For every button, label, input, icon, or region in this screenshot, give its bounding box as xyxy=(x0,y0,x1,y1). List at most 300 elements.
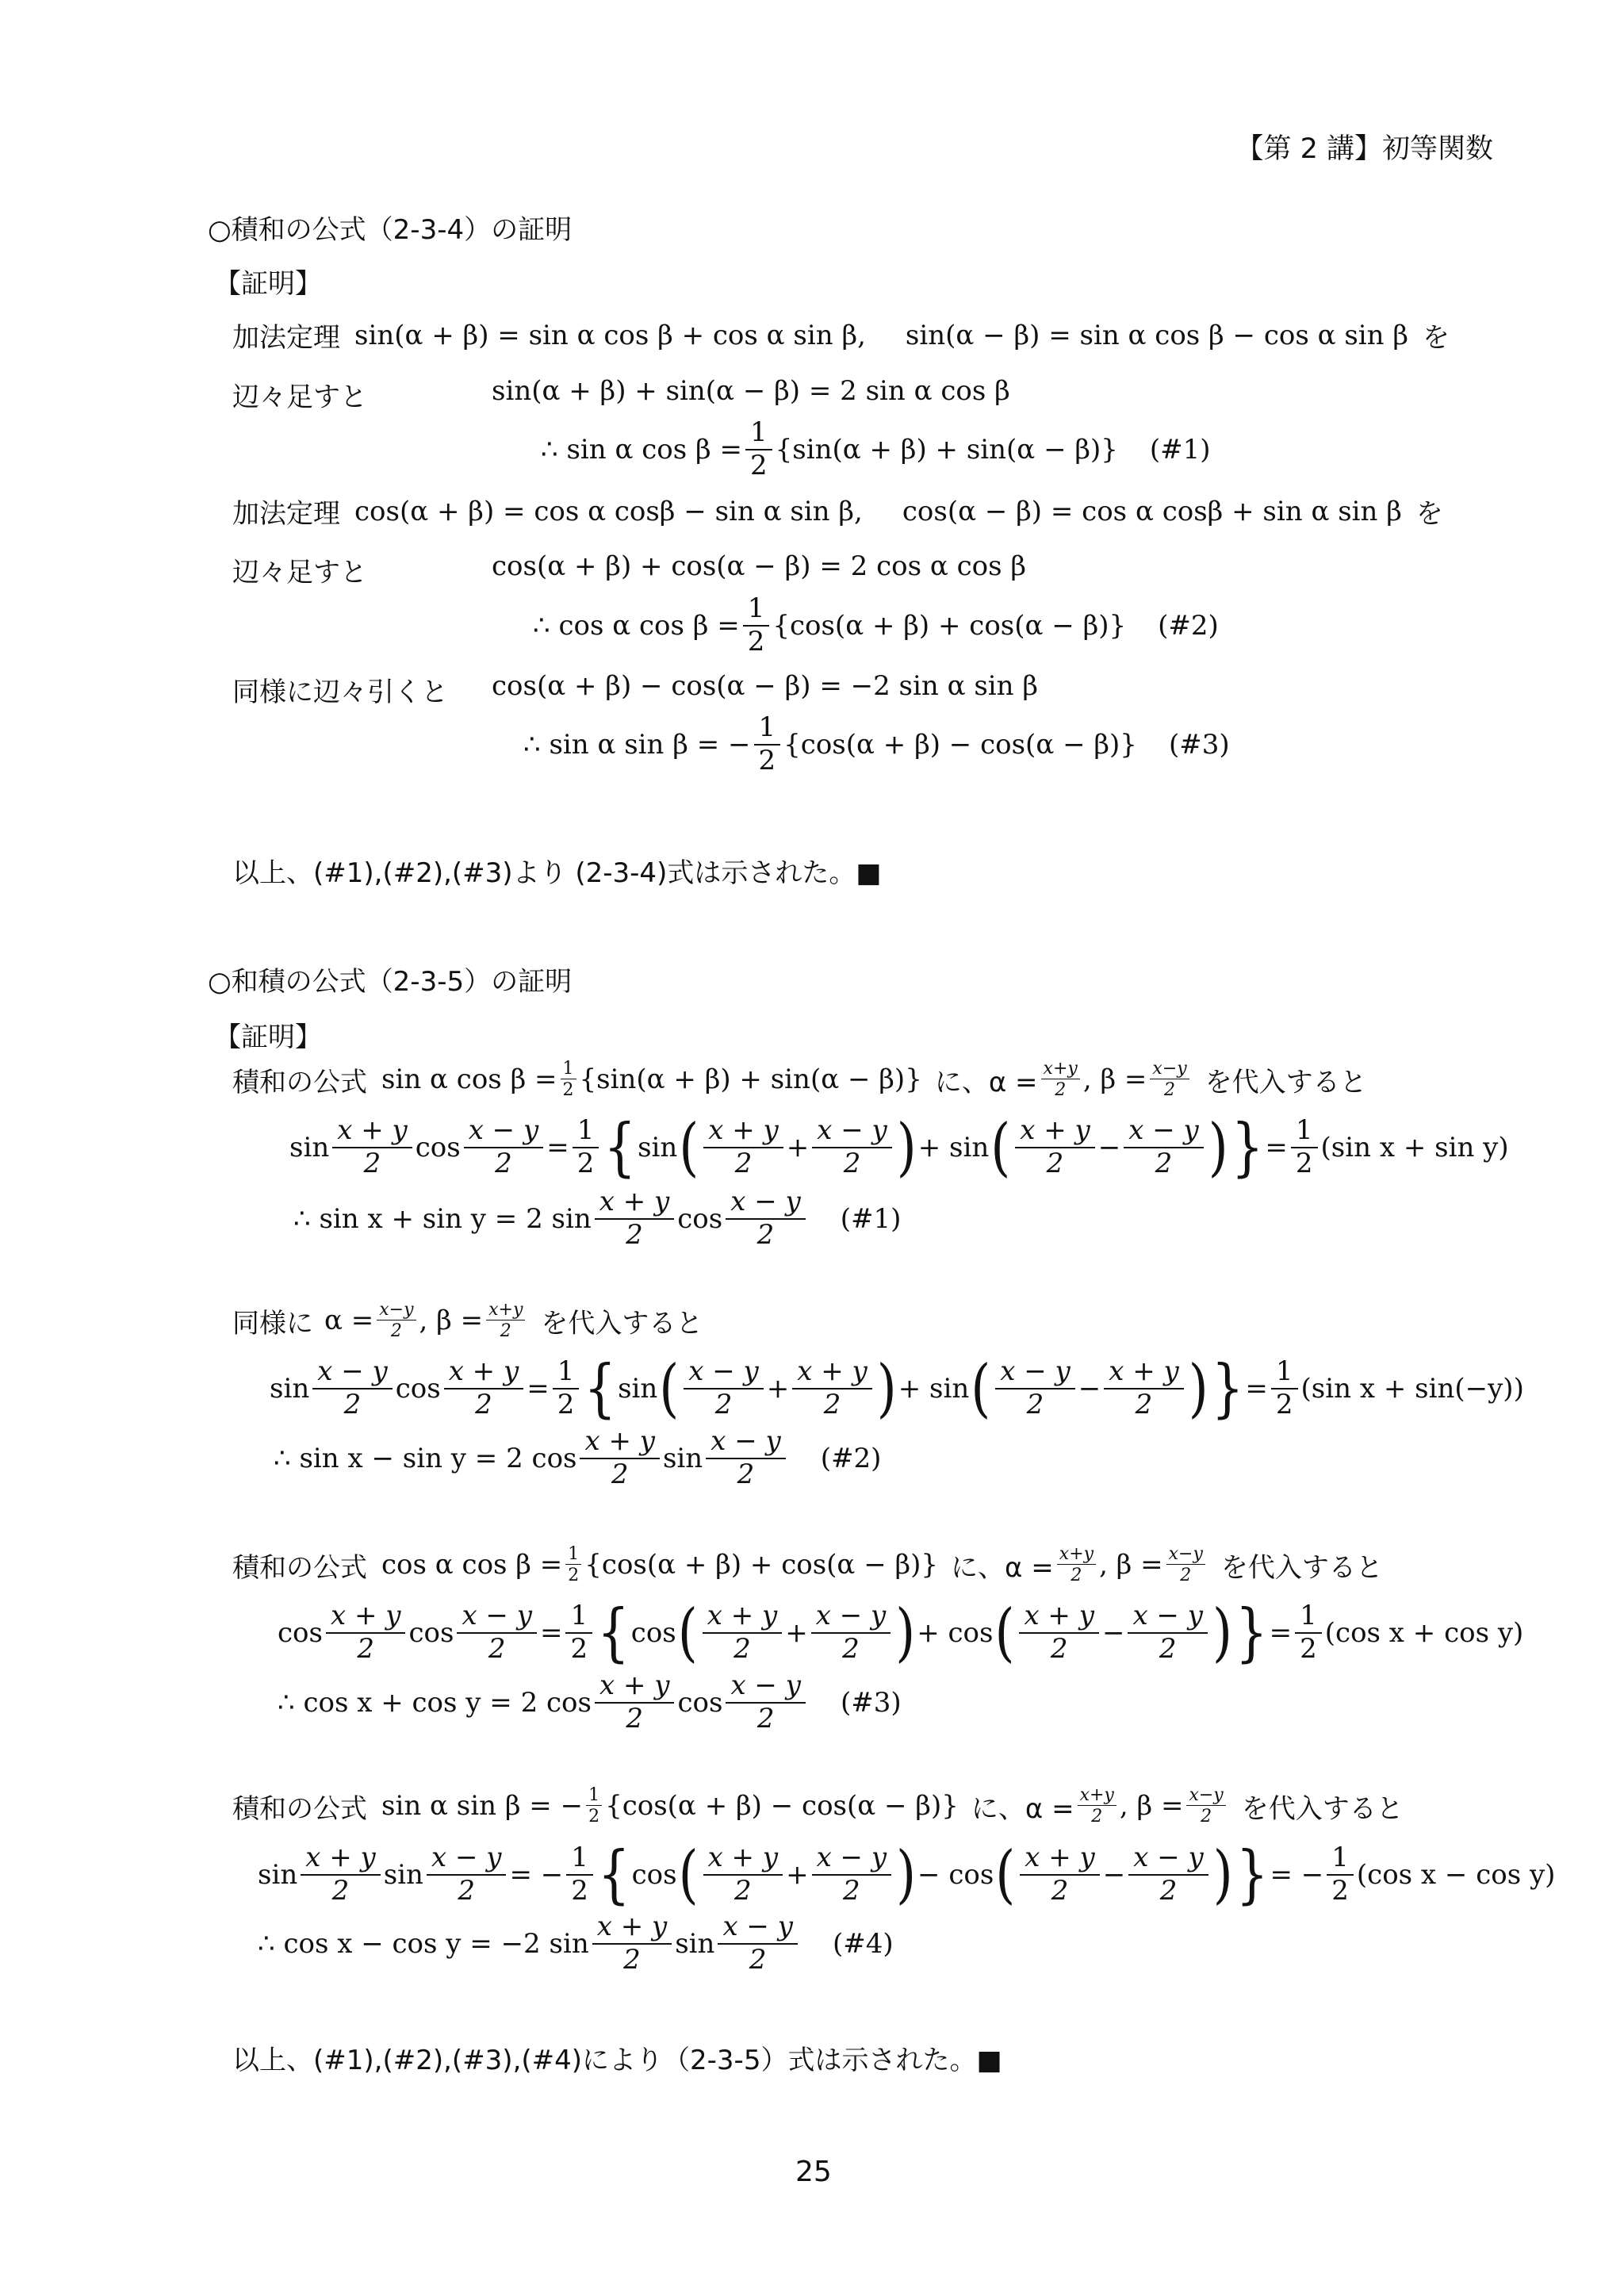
b1-subst-pre: に、α = xyxy=(934,1066,1038,1098)
fraction xyxy=(1019,1602,1099,1663)
bracket: } xyxy=(1231,1110,1264,1184)
math-token: 2 xyxy=(576,1147,595,1179)
math-token: x + y xyxy=(1015,1117,1095,1148)
math-token: 2 xyxy=(626,1218,643,1251)
s1-line6-rhs: {cos(α + β) + cos(α − β)} xyxy=(772,609,1127,642)
fraction xyxy=(486,1301,525,1340)
fraction xyxy=(444,1355,524,1420)
b2-label: 同様に xyxy=(232,1307,313,1340)
fraction xyxy=(565,1545,581,1585)
math-token: x + y xyxy=(1019,1602,1099,1634)
fraction xyxy=(592,1913,672,1974)
bracket: ) xyxy=(896,1838,917,1911)
math-token: 2 xyxy=(588,1807,600,1827)
fraction xyxy=(301,1844,381,1905)
bracket: } xyxy=(1235,1596,1268,1669)
page-number: 25 xyxy=(795,2156,832,2188)
math-token: sin xyxy=(270,1372,310,1405)
b3-result xyxy=(278,1669,902,1734)
math-token: 2 xyxy=(737,1458,755,1490)
math-token: x + y xyxy=(595,1672,675,1704)
math-token: 2 xyxy=(756,1702,775,1734)
fraction xyxy=(326,1602,406,1663)
math-token: , β = xyxy=(419,1305,484,1337)
math-token: 2 xyxy=(1180,1566,1192,1586)
fraction xyxy=(427,1844,507,1905)
math-token: {cos(α + β) − cos(α − β)} xyxy=(605,1790,959,1823)
math-token: x + y xyxy=(703,1602,783,1634)
bracket: ( xyxy=(971,1351,991,1425)
math-token: α = xyxy=(324,1305,374,1337)
s1-line6-half xyxy=(743,592,770,657)
s1-line2-label: 辺々足すと xyxy=(232,381,367,413)
math-token: ∴ cos x − cos y = −2 sin xyxy=(258,1927,589,1960)
math-token: cos xyxy=(630,1616,676,1649)
math-token: sin xyxy=(383,1858,423,1891)
s1-line7-label: 同様に辺々引くと xyxy=(232,677,448,708)
fraction xyxy=(595,1669,675,1734)
math-token: x + y xyxy=(595,1188,675,1220)
s1-line1-label: 加法定理 xyxy=(232,322,340,354)
math-token: = xyxy=(539,1616,563,1649)
s1-line1-eq-a: sin(α + β) = sin α cos β + cos α sin β, xyxy=(354,319,866,351)
math-token: + xyxy=(785,1616,808,1649)
s1-line2-eq: sin(α + β) + sin(α − β) = 2 sin α cos β xyxy=(492,375,1010,407)
math-token: x − y xyxy=(427,1844,507,1876)
math-token: x − y xyxy=(812,1844,892,1876)
math-token: x+y xyxy=(486,1301,525,1320)
math-token: x + y xyxy=(326,1602,406,1634)
fraction xyxy=(1128,1844,1208,1905)
bracket: ( xyxy=(678,1838,699,1911)
fraction xyxy=(1104,1355,1184,1420)
math-token: 1 xyxy=(1295,1602,1322,1634)
math-token: {cos(α + β) + cos(α − β)} xyxy=(584,1549,939,1581)
math-token: (sin x + sin y) xyxy=(1320,1131,1509,1163)
fraction xyxy=(586,1786,602,1826)
math-token: (#2) xyxy=(820,1442,882,1474)
section1-conclusion: 以上、(#1),(#2),(#3)より (2-3-4)式は示された。■ xyxy=(232,857,882,889)
math-token: x−y xyxy=(1150,1060,1189,1079)
math-token: 2 xyxy=(842,1874,860,1907)
math-token: 2 xyxy=(568,1566,580,1586)
math-token: 1 xyxy=(553,1358,580,1389)
bracket: { xyxy=(597,1838,630,1911)
math-token: x−y xyxy=(377,1301,416,1320)
math-token: x + y xyxy=(592,1913,672,1945)
math-token: 2 xyxy=(1159,1632,1177,1665)
math-token: 2 xyxy=(571,1874,588,1907)
fraction xyxy=(703,1844,783,1905)
b1-main-eq xyxy=(289,1110,1509,1184)
math-token: (cos x − cos y) xyxy=(1356,1858,1556,1891)
math-token: 2 xyxy=(1091,1807,1103,1827)
math-token: 2 xyxy=(758,744,776,776)
bracket: ) xyxy=(895,1596,916,1669)
fraction xyxy=(812,1114,892,1179)
math-token: x − y xyxy=(995,1358,1075,1389)
math-token: 2 xyxy=(570,1632,588,1665)
math-token: , β = xyxy=(1119,1790,1184,1823)
s1-line4-eq-b: cos(α − β) = cos α cosβ + sin α sin β xyxy=(902,495,1402,527)
s1-line3 xyxy=(541,416,1211,481)
math-token: − xyxy=(1078,1372,1101,1405)
s1-line6-tag: (#2) xyxy=(1158,609,1219,642)
math-token: − xyxy=(1102,1858,1126,1891)
s1-line8-half xyxy=(754,711,781,776)
fraction xyxy=(1327,1844,1354,1905)
math-token: 2 xyxy=(1135,1388,1153,1420)
math-token: 1 xyxy=(566,1844,593,1876)
math-token: 2 xyxy=(390,1321,402,1342)
b3-label: 積和の公式 xyxy=(232,1551,367,1584)
math-token: 2 xyxy=(733,1874,752,1907)
fraction xyxy=(377,1301,416,1340)
fraction xyxy=(1020,1844,1100,1905)
math-token: x + y xyxy=(703,1844,783,1876)
math-token: cos xyxy=(395,1372,441,1405)
math-token: 2 xyxy=(1046,1147,1064,1179)
math-token: cos xyxy=(278,1616,323,1649)
math-token: + cos xyxy=(917,1616,994,1649)
math-token: 2 xyxy=(1331,1874,1349,1907)
math-token: x−y xyxy=(1186,1786,1225,1806)
math-token: 1 xyxy=(565,1602,592,1634)
math-token: 2 xyxy=(1026,1388,1044,1420)
math-token: 2 xyxy=(488,1632,506,1665)
math-token: 2 xyxy=(1300,1632,1317,1665)
math-token: = xyxy=(1265,1131,1288,1163)
math-token: x−y xyxy=(1166,1545,1205,1565)
math-token: sin xyxy=(662,1442,703,1474)
bracket: ( xyxy=(990,1110,1011,1184)
math-token: = xyxy=(1269,1616,1293,1649)
math-token: 2 xyxy=(331,1874,350,1907)
fraction xyxy=(706,1425,786,1490)
math-token: 2 xyxy=(1164,1080,1176,1101)
fraction xyxy=(812,1844,892,1905)
math-token: x + y xyxy=(703,1117,783,1148)
math-token: x − y xyxy=(811,1602,891,1634)
math-token: x − y xyxy=(1128,1602,1208,1634)
math-token: x+y xyxy=(1041,1060,1080,1079)
math-token: sin α sin β = − xyxy=(381,1790,584,1823)
math-token: + sin xyxy=(917,1131,990,1163)
s1-line3-lhs: ∴ sin α cos β = xyxy=(541,433,742,466)
math-token: 2 xyxy=(1051,1874,1069,1907)
math-token: 1 xyxy=(573,1117,599,1148)
s1-line8-tag: (#3) xyxy=(1168,728,1230,761)
math-token: + xyxy=(786,1858,809,1891)
section1-heading: ○積和の公式（2-3-4）の証明 xyxy=(208,214,573,246)
math-token: sin xyxy=(289,1131,330,1163)
bracket: { xyxy=(597,1596,630,1669)
math-token: x + y xyxy=(332,1117,412,1148)
math-token: を代入すると xyxy=(1241,1792,1404,1825)
math-token: x+y xyxy=(1078,1786,1116,1806)
math-token: (#4) xyxy=(832,1927,894,1960)
section2-heading: ○和積の公式（2-3-5）の証明 xyxy=(208,966,573,998)
math-token: x − y xyxy=(312,1358,393,1389)
fraction xyxy=(580,1425,660,1490)
math-token: x − y xyxy=(726,1188,806,1220)
fraction xyxy=(703,1114,783,1179)
fraction xyxy=(457,1602,537,1663)
math-token: 2 xyxy=(623,1943,641,1976)
bracket: } xyxy=(1211,1351,1244,1425)
math-token: − xyxy=(1101,1616,1125,1649)
math-token: 2 xyxy=(1295,1147,1313,1179)
math-token: 2 xyxy=(1201,1807,1212,1827)
bracket: } xyxy=(1235,1838,1269,1911)
s1-line8-lhs: ∴ sin α sin β = − xyxy=(523,728,751,761)
fraction xyxy=(332,1114,412,1179)
bracket: ) xyxy=(1212,1596,1232,1669)
math-token: ∴ sin x − sin y = 2 cos xyxy=(274,1442,577,1474)
fraction xyxy=(1166,1545,1205,1585)
fraction xyxy=(703,1602,783,1663)
math-token: 2 xyxy=(475,1388,492,1420)
s1-line4-eq-a: cos(α + β) = cos α cosβ − sin α sin β, xyxy=(354,495,863,527)
math-token: 2 xyxy=(1275,1388,1293,1420)
math-token: 1 xyxy=(743,595,770,627)
math-token: 2 xyxy=(756,1218,775,1251)
bracket: ) xyxy=(1212,1838,1233,1911)
s1-line1-suffix: を xyxy=(1423,322,1450,354)
b3-main-eq xyxy=(278,1596,1524,1669)
math-token: 1 xyxy=(745,419,772,450)
math-token: 2 xyxy=(1055,1080,1067,1101)
math-token: cos xyxy=(408,1616,454,1649)
b3-formula-line xyxy=(232,1545,1383,1585)
b4-result xyxy=(258,1913,894,1974)
math-token: x − y xyxy=(684,1358,764,1389)
math-token: 2 xyxy=(749,1943,767,1976)
math-token: 1 xyxy=(754,714,781,746)
math-token: = xyxy=(546,1131,569,1163)
math-token: を代入すると xyxy=(1220,1551,1383,1584)
fraction xyxy=(1057,1545,1096,1585)
b2-result xyxy=(274,1425,882,1490)
b1-formula-half xyxy=(561,1060,576,1099)
math-token: 1 xyxy=(586,1786,602,1806)
math-token: 2 xyxy=(714,1388,733,1420)
math-token: ∴ cos x + cos y = 2 cos xyxy=(278,1686,592,1719)
math-token: (#3) xyxy=(840,1686,902,1719)
b1-formula-rhs: {sin(α + β) + sin(α − β)} xyxy=(579,1064,922,1096)
math-token: = − xyxy=(1270,1858,1324,1891)
math-token: cos xyxy=(677,1686,723,1719)
math-token: sin xyxy=(675,1927,715,1960)
fraction xyxy=(312,1355,393,1420)
s1-line4-suffix: を xyxy=(1415,498,1443,530)
math-token: x + y xyxy=(301,1844,381,1876)
section2-proof-label: 【証明】 xyxy=(214,1022,322,1053)
b1-result xyxy=(293,1188,901,1249)
math-token: sin xyxy=(618,1372,658,1405)
b1-subst-post: を代入すると xyxy=(1205,1066,1367,1098)
math-token: 2 xyxy=(363,1147,381,1179)
bracket: ) xyxy=(1188,1351,1208,1425)
math-token: x + y xyxy=(1020,1844,1100,1876)
math-token: 2 xyxy=(357,1632,375,1665)
math-token: x − y xyxy=(1124,1117,1204,1148)
math-token: x + y xyxy=(580,1428,660,1459)
math-token: 1 xyxy=(561,1060,576,1079)
s1-line6-lhs: ∴ cos α cos β = xyxy=(533,609,740,642)
math-token: x − y xyxy=(457,1602,537,1634)
fraction xyxy=(573,1114,599,1179)
math-token: 1 xyxy=(1271,1358,1298,1389)
math-token: 2 xyxy=(343,1388,362,1420)
bracket: ( xyxy=(659,1351,680,1425)
b4-label: 積和の公式 xyxy=(232,1792,367,1825)
math-token: + xyxy=(786,1131,810,1163)
math-token: 2 xyxy=(562,1080,574,1101)
math-token: x + y xyxy=(792,1358,872,1389)
math-token: 2 xyxy=(843,1147,861,1179)
fraction xyxy=(1124,1114,1204,1179)
b1-formula-line xyxy=(232,1060,1367,1099)
math-token: を代入すると xyxy=(541,1307,703,1340)
math-token: 2 xyxy=(495,1147,512,1179)
b4-formula-line xyxy=(232,1786,1404,1826)
fraction xyxy=(1015,1114,1095,1179)
b2-main-eq xyxy=(270,1351,1524,1425)
math-token: 2 xyxy=(1071,1566,1082,1586)
s1-line4-label: 加法定理 xyxy=(232,498,340,530)
math-token: cos α cos β = xyxy=(381,1549,563,1581)
fraction xyxy=(684,1355,764,1420)
math-token: x − y xyxy=(726,1672,806,1704)
fraction xyxy=(1186,1786,1225,1826)
math-token: 2 xyxy=(557,1388,575,1420)
math-token: = xyxy=(1245,1372,1268,1405)
math-token: 2 xyxy=(747,625,765,657)
s1-line8-rhs: {cos(α + β) − cos(α − β)} xyxy=(783,728,1137,761)
section1-proof-label: 【証明】 xyxy=(214,268,322,300)
math-token: 1 xyxy=(1327,1844,1354,1876)
bracket: ) xyxy=(1208,1110,1228,1184)
fraction xyxy=(792,1355,872,1420)
fraction xyxy=(811,1602,891,1663)
math-token: sin xyxy=(638,1131,678,1163)
math-token: cos xyxy=(631,1858,677,1891)
s1-line1-eq-b: sin(α − β) = sin α cos β − cos α sin β xyxy=(905,319,1409,351)
math-token: − cos xyxy=(917,1858,994,1891)
math-token: 1 xyxy=(565,1545,581,1565)
math-token: (#1) xyxy=(840,1202,902,1235)
math-token: x+y xyxy=(1057,1545,1096,1565)
fraction xyxy=(1128,1602,1208,1663)
math-token: cos xyxy=(415,1131,461,1163)
b2-formula-line xyxy=(232,1301,703,1340)
math-token: に、α = xyxy=(971,1792,1074,1825)
math-token: (sin x + sin(−y)) xyxy=(1300,1372,1524,1405)
math-token: = xyxy=(527,1372,550,1405)
math-token: に、α = xyxy=(951,1551,1054,1584)
b1-subst-mid: , β = xyxy=(1082,1064,1147,1096)
math-token: + xyxy=(766,1372,790,1405)
bracket: { xyxy=(584,1351,617,1425)
bracket: { xyxy=(603,1110,637,1184)
math-token: 2 xyxy=(500,1321,511,1342)
fraction xyxy=(1291,1114,1318,1179)
math-token: (cos x + cos y) xyxy=(1324,1616,1524,1649)
s1-line3-half xyxy=(745,416,772,481)
b4-main-eq xyxy=(258,1838,1556,1911)
fraction xyxy=(726,1188,806,1249)
math-token: x + y xyxy=(444,1358,524,1389)
math-token: 2 xyxy=(823,1388,841,1420)
math-token: 2 xyxy=(626,1702,644,1734)
fraction xyxy=(726,1669,806,1734)
s1-line3-tag: (#1) xyxy=(1149,433,1211,466)
fraction xyxy=(566,1844,593,1905)
fraction xyxy=(595,1188,675,1249)
bracket: ) xyxy=(876,1351,897,1425)
bracket: ( xyxy=(677,1596,698,1669)
b1-alpha-frac xyxy=(1041,1060,1080,1099)
chapter-header: 【第 2 講】初等関数 xyxy=(1235,133,1493,165)
fraction xyxy=(995,1355,1075,1420)
fraction xyxy=(565,1602,592,1663)
math-token: 1 xyxy=(1291,1117,1318,1148)
math-token: + sin xyxy=(898,1372,970,1405)
s1-line7-eq: cos(α + β) − cos(α − β) = −2 sin α sin β xyxy=(492,670,1039,702)
math-token: sin xyxy=(258,1858,298,1891)
s1-line3-rhs: {sin(α + β) + sin(α − β)} xyxy=(775,433,1118,466)
s1-line4 xyxy=(232,492,1443,531)
math-token: 2 xyxy=(458,1874,476,1907)
bracket: ( xyxy=(994,1596,1015,1669)
b1-beta-frac xyxy=(1150,1060,1189,1099)
math-token: 2 xyxy=(611,1458,629,1490)
math-token: x − y xyxy=(718,1913,798,1945)
math-token: ∴ sin x + sin y = 2 sin xyxy=(293,1202,592,1235)
fraction xyxy=(553,1355,580,1420)
section2-conclusion: 以上、(#1),(#2),(#3),(#4)により（2-3-5）式は示された。■ xyxy=(232,2045,1002,2076)
math-token: cos xyxy=(677,1202,723,1235)
b1-formula-lhs: sin α cos β = xyxy=(381,1064,557,1096)
math-token: 2 xyxy=(1155,1147,1173,1179)
fraction xyxy=(464,1114,544,1179)
math-token: , β = xyxy=(1099,1549,1163,1581)
fraction xyxy=(718,1913,798,1974)
math-token: = − xyxy=(509,1858,564,1891)
fraction xyxy=(1295,1602,1322,1663)
math-token: 2 xyxy=(734,1147,753,1179)
s1-line8 xyxy=(523,711,1230,776)
s1-line6 xyxy=(533,592,1219,657)
math-token: x − y xyxy=(706,1428,786,1459)
math-token: 2 xyxy=(733,1632,751,1665)
math-token: 2 xyxy=(1159,1874,1178,1907)
s1-line5-eq: cos(α + β) + cos(α − β) = 2 cos α cos β xyxy=(492,550,1027,582)
math-token: 2 xyxy=(749,449,768,481)
math-token: x + y xyxy=(1104,1358,1184,1389)
fraction xyxy=(1078,1786,1116,1826)
math-token: x − y xyxy=(1128,1844,1208,1876)
math-token: x − y xyxy=(812,1117,892,1148)
bracket: ) xyxy=(896,1110,917,1184)
s1-line1 xyxy=(232,316,1450,355)
math-token: − xyxy=(1097,1131,1121,1163)
fraction xyxy=(1271,1355,1298,1420)
b1-label: 積和の公式 xyxy=(232,1066,367,1098)
bracket: ( xyxy=(995,1838,1016,1911)
math-token: 2 xyxy=(1050,1632,1068,1665)
